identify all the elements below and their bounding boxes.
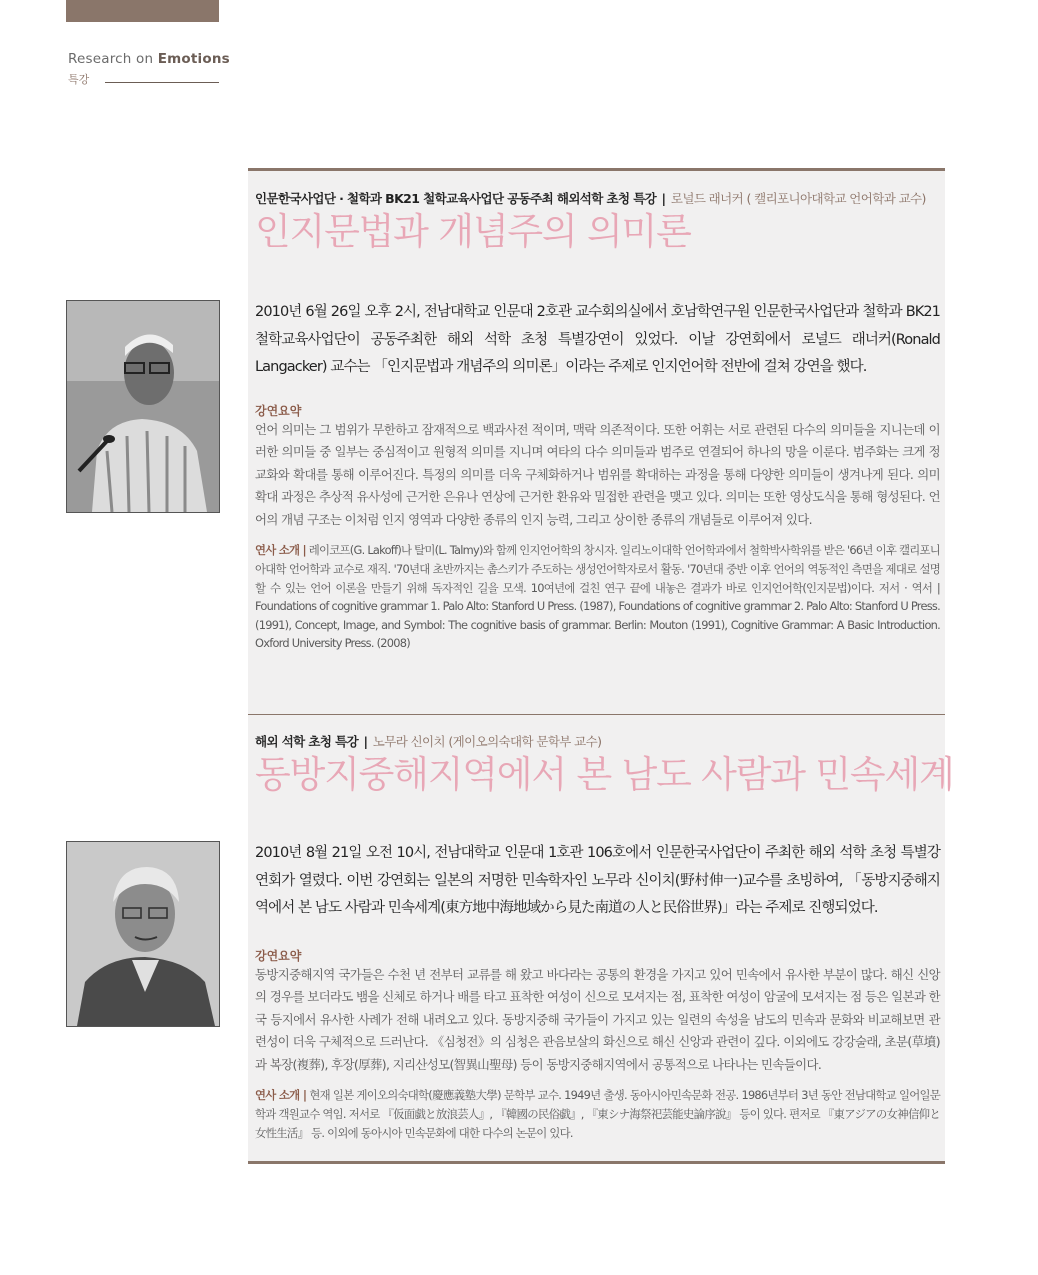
panel-bottom-rule bbox=[248, 1161, 945, 1164]
lecture-1-summary: 언어 의미는 그 범위가 무한하고 잠재적으로 백과사전 적이며, 맥락 의존적이다. 또한 어휘는 서로 관련된 다수의 의미들을 지니는데 이러한 의미들 중 일부는 중심적이고 원형적 의미를 지니며 여타의 다수 의미들과 범주로 연결되어 하나의 망을 이룬다. 범주화는 크게 정교화와 확대를 통해 이루어진다. 특정의 의미를 더욱 구체화하거나 범위를 확대하는 과정을 통해 다양한 의미들이 생겨나게 된다. 의미 확대 과정은 추상적 유사성에 근거한 은유나 연상에 근거한 환유와 밀접한 관련을 맺고 있다. 의미는 또한 영상도식을 통해 형성된다. 언어의 개념 구조는 이처럼 인지 영역과 다양한 종류의 인지 능력, 그리고 상이한 종류의 개념들로 이루어져 있다. bbox=[255, 421, 940, 527]
lecture-2 bbox=[255, 732, 954, 1142]
section-label: 특강 bbox=[68, 73, 90, 86]
panel-top-rule bbox=[248, 168, 945, 171]
lecture-1-bio-label: 연사 소개 | bbox=[255, 543, 306, 558]
lecture-2-host: 해외 석학 초청 특강 bbox=[255, 734, 359, 749]
lecture-1-intro: 2010년 6월 26일 오후 2시, 전남대학교 인문대 2호관 교수회의실에서 호남학연구원 인문한국사업단과 철학과 BK21 철학교육사업단이 공동주최한 해외 석학 초청 특별강연이 있었다. 이날 강연회에서 로널드 래너커(Ronald Langacker) 교수는 「인지문법과 개념주의 의미론」이라는 주제로 인지언어학 전반에 걸쳐 강연을 했다. bbox=[255, 304, 940, 375]
lecture-2-title: 동방지중해지역에서 본 남도 사람과 민속세계 bbox=[255, 753, 954, 796]
lecture-1-meta: 인문한국사업단 · 철학과 BK21 철학교육사업단 공동주최 해외석학 초청 특강 | 로널드 래너커 ( 캘리포니아대학교 언어학과 교수) bbox=[255, 191, 926, 206]
lecture-2-meta: 해외 석학 초청 특강 | 노무라 신이치 (게이오의숙대학 문학부 교수) bbox=[255, 734, 602, 749]
journal-name: Research on Emotions bbox=[68, 51, 230, 67]
lecture-2-bio-label: 연사 소개 | bbox=[255, 1088, 307, 1103]
lecture-2-speaker-bio: 연사 소개 | 현재 일본 게이오의숙대학(慶應義塾大學) 문학부 교수. 1949년 출생. 동아시아민속문화 전공. 1986년부터 3년 동안 전남대학교 일어일문학과 객원교수 역임. 저서로 『仮面戯と放浪芸人』, 『韓國の民俗戯』, 『東シナ海祭祀芸能史論序說』 등이 있다. 편저로 『東アジアの女神信仰と女性生活』 등. 이외에 동아시아 민속문화에 대한 다수의 논문이 있다. bbox=[255, 1088, 940, 1140]
panel-divider bbox=[248, 714, 945, 715]
journal-name-emphasis: Emotions bbox=[157, 51, 230, 67]
lecture-1-title: 인지문법과 개념주의 의미론 bbox=[255, 210, 691, 253]
lecture-1 bbox=[255, 189, 940, 653]
lecture-1-host: 인문한국사업단 · 철학과 BK21 철학교육사업단 공동주최 해외석학 초청 특강 bbox=[255, 191, 657, 206]
lecture-2-intro: 2010년 8월 21일 오전 10시, 전남대학교 인문대 1호관 106호에서 인문한국사업단이 주최한 해외 석학 초청 특별강연회가 열렸다. 이번 강연회는 일본의 저명한 민속학자인 노무라 신이치(野村伸一)교수를 초빙하여, 「동방지중해지역에서 본 남도 사람과 민속세계(東方地中海地域から見た南道の人と民俗世界)」라는 주제로 진행되었다. bbox=[255, 845, 940, 916]
lecture-1-summary-heading: 강연요약 bbox=[255, 403, 302, 418]
section-rule bbox=[105, 82, 219, 83]
speaker-photo-langacker bbox=[66, 300, 220, 513]
lecture-2-summary: 동방지중해지역 국가들은 수천 년 전부터 교류를 해 왔고 바다라는 공통의 환경을 가지고 있어 민속에서 유사한 부분이 많다. 해신 신앙의 경우를 보더라도 뱀을 신체로 하거나 배를 타고 표착한 여성이 신으로 모셔지는 점, 표착한 여성이 암굴에 모셔지는 점 등은 일본과 한국 등지에서 유사한 사례가 전해 내려오고 있다. 동방지중해 국가들이 가지고 있는 일련의 속성을 남도의 민속과 문화와 비교해보면 관련성이 더욱 구체적으로 드러난다. 《심청전》의 심청은 관음보살의 화신으로 해신 신앙과 관련이 깊다. 이외에도 강강술래, 초분(草墳)과 복장(複葬), 후장(厚葬), 지리산성모(智異山聖母) 등이 동방지중해지역에서 공통적으로 나타나는 민속들이다. bbox=[255, 966, 940, 1072]
lecture-2-summary-heading: 강연요약 bbox=[255, 948, 302, 963]
lecture-1-speaker-bio: 연사 소개 | 레이코프(G. Lakoff)나 탈미(L. Talmy)와 함께 인지언어학의 창시자. 일리노이대학 언어학과에서 철학박사학위를 받은 '66년 이후 캘리포니아대학 언어학과 교수로 재직. '70년대 초반까지는 촘스키가 주도하는 생성언어학자로서 활동. '70년대 중반 이후 언어의 역동적인 측면을 제대로 설명할 수 있는 언어 이론을 만들기 위해 독자적인 길을 모색. 10여년에 걸친 연구 끝에 내놓은 결과가 바로 인지언어학(인지문법)이다. 저서 · 역서 | Foundations of cognitive grammar 1. Palo Alto: Stanford U Press. (1987), Foundations of cognitive grammar 2. Palo Alto: Stanford U Press. (1991), Concept, Image, and Symbol: The cognitive basis of grammar. Berlin: Mouton (1991), Cognitive Grammar: A Basic Introduction. Oxford University Press. (2008) bbox=[255, 543, 940, 651]
header-color-bar bbox=[66, 0, 219, 22]
speaker-photo-nomura bbox=[66, 841, 220, 1027]
lecture-2-speaker: 노무라 신이치 (게이오의숙대학 문학부 교수) bbox=[372, 734, 602, 749]
lecture-1-speaker: 로널드 래너커 ( 캘리포니아대학교 언어학과 교수) bbox=[670, 191, 926, 206]
